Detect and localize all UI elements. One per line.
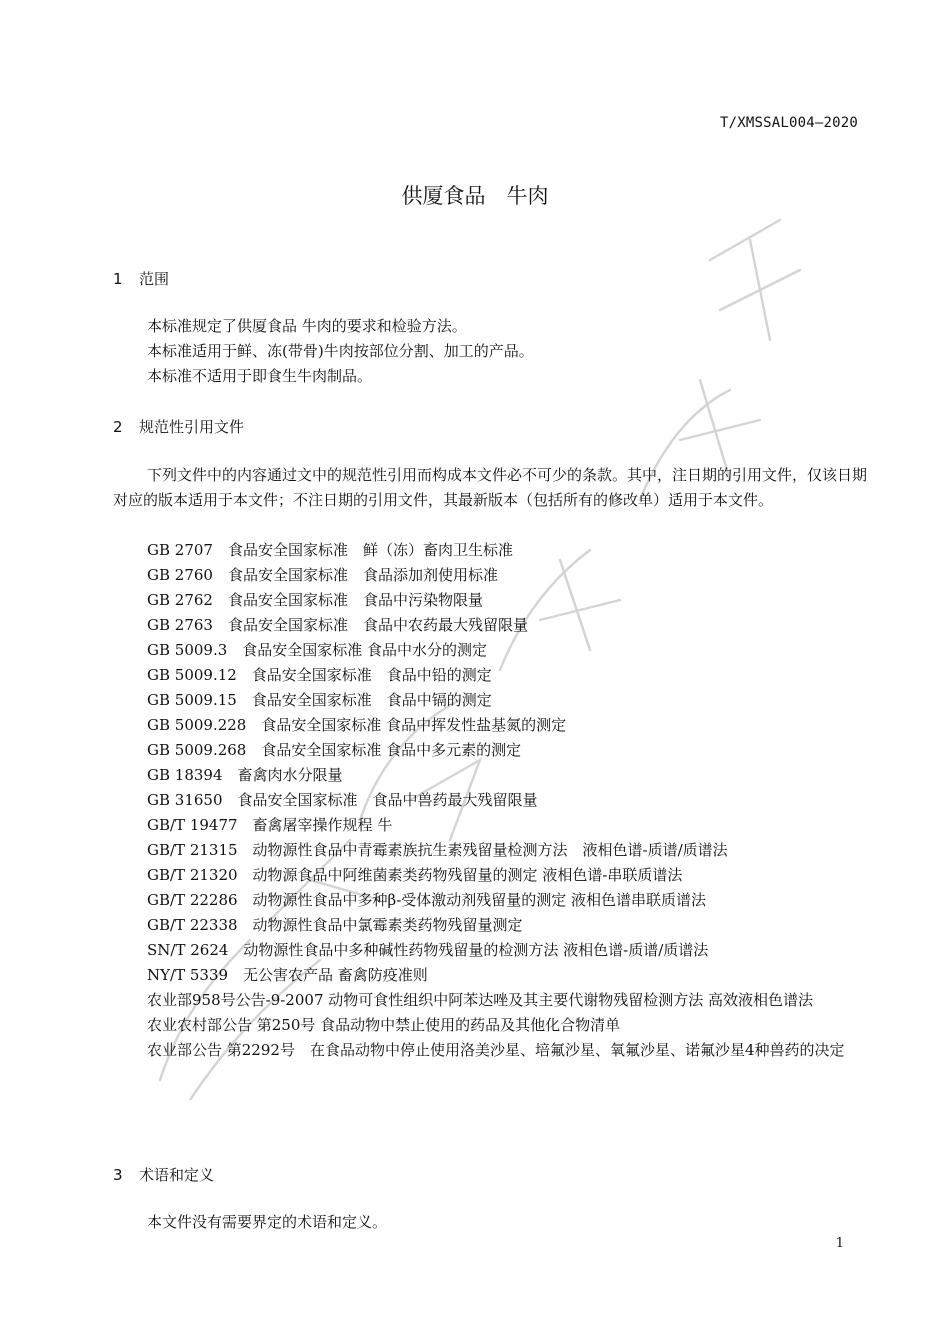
reference-item: 农业部公告 第2292号 在食品动物中停止使用洛美沙星、培氟沙星、氧氟沙星、诺氟沙星4种兽药的决定	[147, 1041, 845, 1059]
reference-item: GB 2707 食品安全国家标准 鲜（冻）畜肉卫生标准	[147, 541, 513, 559]
paragraph: 本文件没有需要界定的术语和定义。	[147, 1213, 388, 1231]
reference-item: GB 2763 食品安全国家标准 食品中农药最大残留限量	[147, 616, 528, 634]
paragraph: 本标准规定了供厦食品 牛肉的要求和检验方法。	[147, 317, 467, 335]
section-2-intro	[113, 463, 867, 513]
reference-item: SN/T 2624 动物源性食品中多种碱性药物残留量的检测方法 液相色谱-质谱/质谱法	[147, 941, 709, 959]
reference-item: 农业农村部公告 第250号 食品动物中禁止使用的药品及其他化合物清单	[147, 1016, 621, 1034]
section-title: 术语和定义	[139, 1166, 215, 1184]
section-3-body	[113, 1210, 867, 1235]
document-title: 供厦食品 牛肉	[401, 184, 549, 208]
reference-item: GB/T 21320 动物源食品中阿维菌素类药物残留量的测定 液相色谱-串联质谱法	[147, 866, 683, 884]
reference-item: GB 5009.12 食品安全国家标准 食品中铅的测定	[147, 666, 492, 684]
reference-item: GB/T 22338 动物源性食品中氯霉素类药物残留量测定	[147, 916, 523, 934]
reference-item: GB 18394 畜禽肉水分限量	[147, 766, 343, 784]
reference-item: GB 5009.15 食品安全国家标准 食品中镉的测定	[147, 691, 492, 709]
section-number: 2	[113, 418, 123, 436]
reference-item: GB 5009.3 食品安全国家标准 食品中水分的测定	[147, 641, 488, 659]
reference-item: GB 2760 食品安全国家标准 食品添加剂使用标准	[147, 566, 498, 584]
reference-item: GB 5009.268 食品安全国家标准 食品中多元素的测定	[147, 741, 522, 759]
standard-number: T/XMSSAL004—2020	[719, 115, 858, 131]
paragraph: 本标准不适用于即食生牛肉制品。	[147, 367, 373, 385]
section-1-heading	[113, 268, 169, 289]
reference-item: NY/T 5339 无公害农产品 畜禽防疫准则	[147, 966, 428, 984]
paragraph: 本标准适用于鲜、冻(带骨)牛肉按部位分割、加工的产品。	[147, 342, 534, 360]
reference-item: GB/T 22286 动物源性食品中多种β-受体激动剂残留量的测定 液相色谱串联质谱法	[147, 891, 707, 909]
page-number: 1	[835, 1236, 844, 1251]
paragraph: 下列文件中的内容通过文中的规范性引用而构成本文件必不可少的条款。其中，注日期的引用文件，仅该日期对应的版本适用于本文件；不注日期的引用文件，其最新版本（包括所有的修改单）适用于本文件。	[113, 466, 868, 509]
reference-item: GB 2762 食品安全国家标准 食品中污染物限量	[147, 591, 483, 609]
reference-item: GB 31650 食品安全国家标准 食品中兽药最大残留限量	[147, 791, 538, 809]
reference-item: 农业部958号公告-9-2007 动物可食性组织中阿苯达唑及其主要代谢物残留检测方法 高效液相色谱法	[147, 991, 814, 1009]
section-3-heading	[113, 1164, 214, 1185]
section-1-body	[113, 314, 867, 389]
section-number: 3	[113, 1166, 123, 1184]
section-2-heading	[113, 416, 244, 437]
reference-item: GB/T 19477 畜禽屠宰操作规程 牛	[147, 816, 393, 834]
section-title: 范围	[139, 270, 170, 288]
normative-reference-list	[113, 538, 868, 1063]
section-number: 1	[113, 270, 123, 288]
reference-item: GB 5009.228 食品安全国家标准 食品中挥发性盐基氮的测定	[147, 716, 567, 734]
reference-item: GB/T 21315 动物源性食品中青霉素族抗生素残留量检测方法 液相色谱-质谱/质谱法	[147, 841, 728, 859]
section-title: 规范性引用文件	[139, 418, 245, 436]
